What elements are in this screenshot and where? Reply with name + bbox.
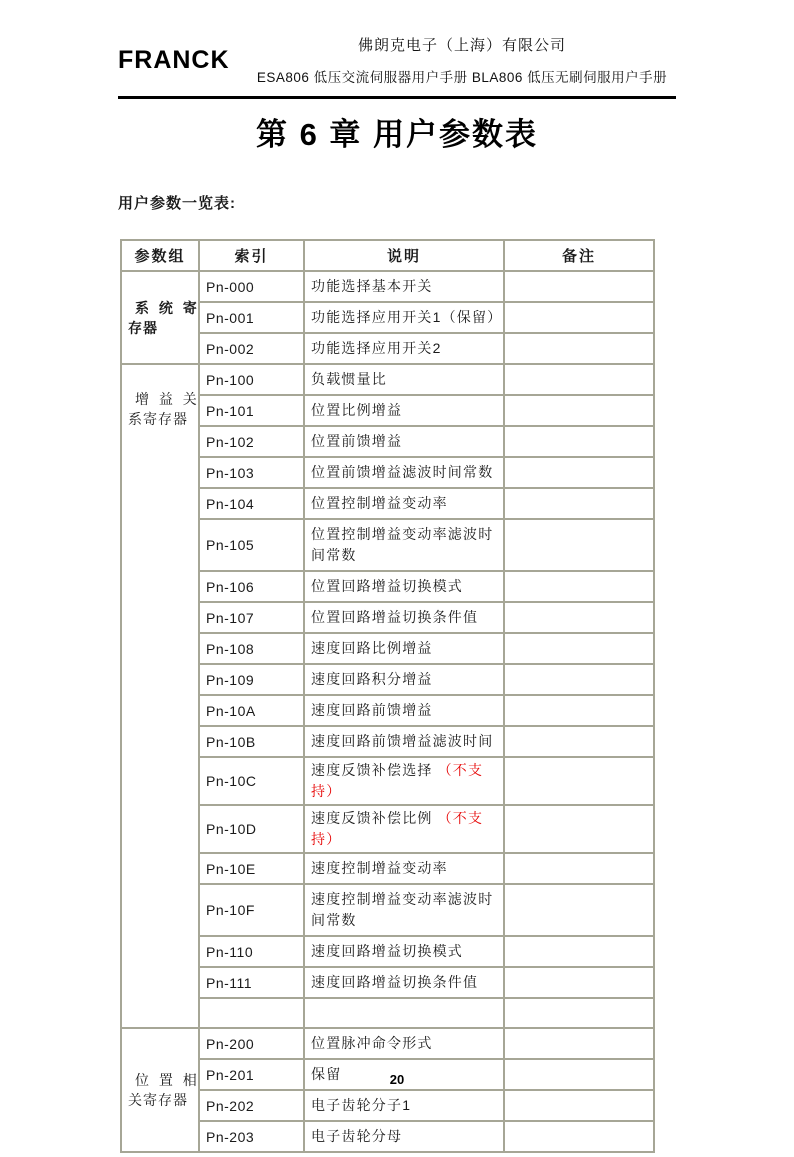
parameter-group-label-line: 存器 xyxy=(128,319,158,336)
remark-cell xyxy=(504,664,654,695)
table-header-row xyxy=(121,240,654,271)
table-row xyxy=(121,364,654,395)
remark-cell xyxy=(504,757,654,805)
description-cell: 功能选择基本开关 xyxy=(304,271,504,302)
remark-cell xyxy=(504,1028,654,1059)
table-row xyxy=(121,633,654,664)
remark-cell xyxy=(504,302,654,333)
parameters-table xyxy=(120,239,655,1153)
table-row xyxy=(121,967,654,998)
chapter-title: 第 6 章 用户参数表 xyxy=(255,117,539,152)
description-cell: 功能选择应用开关2 xyxy=(304,333,504,364)
table-row xyxy=(121,302,654,333)
index-cell: Pn-10E xyxy=(199,853,304,884)
page-header xyxy=(118,34,676,86)
description-cell: 速度回路积分增益 xyxy=(304,664,504,695)
index-cell: Pn-10F xyxy=(199,884,304,936)
index-cell: Pn-104 xyxy=(199,488,304,519)
header-rule xyxy=(118,96,676,99)
table-body xyxy=(121,271,654,1152)
table-row xyxy=(121,426,654,457)
remark-cell xyxy=(504,602,654,633)
intro-label: 用户参数一览表: xyxy=(118,195,236,212)
table-row xyxy=(121,695,654,726)
index-cell: Pn-108 xyxy=(199,633,304,664)
index-cell: Pn-10A xyxy=(199,695,304,726)
description-cell: 速度控制增益变动率 xyxy=(304,853,504,884)
index-cell: Pn-103 xyxy=(199,457,304,488)
description-cell: 保留 xyxy=(304,1059,504,1090)
remark-cell xyxy=(504,571,654,602)
index-cell: Pn-10B xyxy=(199,726,304,757)
description-cell: 位置脉冲命令形式 xyxy=(304,1028,504,1059)
index-cell: Pn-111 xyxy=(199,967,304,998)
index-cell: Pn-201 xyxy=(199,1059,304,1090)
remark-cell xyxy=(504,457,654,488)
parameter-group-label-line: 位 置 相 xyxy=(135,1072,200,1088)
remark-cell xyxy=(504,519,654,571)
header-remark: 备注 xyxy=(504,240,654,271)
index-cell: Pn-105 xyxy=(199,519,304,571)
remark-cell xyxy=(504,1121,654,1152)
table-row xyxy=(121,664,654,695)
table-row xyxy=(121,602,654,633)
parameter-group-label-line: 关寄存器 xyxy=(128,1092,188,1108)
description-cell: 位置回路增益切换模式 xyxy=(304,571,504,602)
description-cell: 电子齿轮分子1 xyxy=(304,1090,504,1121)
index-cell: Pn-10C xyxy=(199,757,304,805)
index-cell xyxy=(199,998,304,1028)
table-row xyxy=(121,757,654,805)
parameter-group-label-line: 增 益 关 xyxy=(135,391,200,407)
table-row xyxy=(121,726,654,757)
remark-cell xyxy=(504,853,654,884)
index-cell: Pn-106 xyxy=(199,571,304,602)
index-cell: Pn-107 xyxy=(199,602,304,633)
parameter-group-label-line: 系 统 寄 xyxy=(135,299,200,316)
header-parameter-group: 参数组 xyxy=(121,240,199,271)
header-titles xyxy=(248,34,676,86)
header-index: 索引 xyxy=(199,240,304,271)
table-row xyxy=(121,271,654,302)
index-cell: Pn-110 xyxy=(199,936,304,967)
header-description: 说明 xyxy=(304,240,504,271)
parameter-group-cell xyxy=(121,1028,199,1152)
table-head xyxy=(121,240,654,271)
description-cell: 速度回路前馈增益 xyxy=(304,695,504,726)
manual-subtitle: ESA806 低压交流伺服器用户手册 BLA806 低压无刷伺服用户手册 xyxy=(256,70,668,85)
description-cell: 速度回路增益切换条件值 xyxy=(304,967,504,998)
index-cell: Pn-000 xyxy=(199,271,304,302)
table-row xyxy=(121,571,654,602)
franck-logo: FRANCK xyxy=(118,45,230,74)
description-cell: 位置比例增益 xyxy=(304,395,504,426)
description-cell: 电子齿轮分母 xyxy=(304,1121,504,1152)
description-cell: 速度反馈补偿比例 （不支持） xyxy=(304,805,504,853)
index-cell: Pn-102 xyxy=(199,426,304,457)
page-number: 20 xyxy=(389,1072,405,1087)
parameter-group-label-line: 系寄存器 xyxy=(128,411,188,427)
page-content xyxy=(0,34,794,1153)
description-cell: 位置前馈增益滤波时间常数 xyxy=(304,457,504,488)
remark-cell xyxy=(504,633,654,664)
remark-cell xyxy=(504,426,654,457)
table-row xyxy=(121,1121,654,1152)
table-row xyxy=(121,457,654,488)
description-cell: 位置回路增益切换条件值 xyxy=(304,602,504,633)
index-cell: Pn-101 xyxy=(199,395,304,426)
remark-cell xyxy=(504,1090,654,1121)
table-row xyxy=(121,998,654,1028)
description-cell xyxy=(304,998,504,1028)
description-cell: 速度控制增益变动率滤波时间常数 xyxy=(304,884,504,936)
parameter-group-cell xyxy=(121,271,199,364)
description-cell: 速度反馈补偿选择 （不支持） xyxy=(304,757,504,805)
table-row xyxy=(121,488,654,519)
unsupported-note: （不支持） xyxy=(311,810,484,847)
index-cell: Pn-202 xyxy=(199,1090,304,1121)
index-cell: Pn-109 xyxy=(199,664,304,695)
remark-cell xyxy=(504,395,654,426)
table-row xyxy=(121,805,654,853)
remark-cell xyxy=(504,271,654,302)
table-row xyxy=(121,936,654,967)
description-cell: 速度回路比例增益 xyxy=(304,633,504,664)
description-cell: 速度回路前馈增益滤波时间 xyxy=(304,726,504,757)
description-cell: 位置控制增益变动率 xyxy=(304,488,504,519)
remark-cell xyxy=(504,967,654,998)
table-row xyxy=(121,1028,654,1059)
index-cell: Pn-203 xyxy=(199,1121,304,1152)
remark-cell xyxy=(504,805,654,853)
parameter-group-cell xyxy=(121,364,199,1028)
manual-page xyxy=(0,34,794,1157)
remark-cell xyxy=(504,936,654,967)
description-cell: 速度回路增益切换模式 xyxy=(304,936,504,967)
remark-cell xyxy=(504,998,654,1028)
remark-cell xyxy=(504,726,654,757)
remark-cell xyxy=(504,333,654,364)
table-row xyxy=(121,1090,654,1121)
table-row xyxy=(121,519,654,571)
index-cell: Pn-001 xyxy=(199,302,304,333)
index-cell: Pn-100 xyxy=(199,364,304,395)
remark-cell xyxy=(504,364,654,395)
remark-cell xyxy=(504,488,654,519)
table-row xyxy=(121,333,654,364)
unsupported-note: （不支持） xyxy=(311,762,484,799)
table-row xyxy=(121,853,654,884)
company-name: 佛朗克电子（上海）有限公司 xyxy=(357,37,566,54)
index-cell: Pn-002 xyxy=(199,333,304,364)
description-cell: 位置前馈增益 xyxy=(304,426,504,457)
remark-cell xyxy=(504,884,654,936)
index-cell: Pn-10D xyxy=(199,805,304,853)
remark-cell xyxy=(504,695,654,726)
description-cell: 功能选择应用开关1（保留） xyxy=(304,302,504,333)
index-cell: Pn-200 xyxy=(199,1028,304,1059)
table-row xyxy=(121,884,654,936)
description-cell: 负载惯量比 xyxy=(304,364,504,395)
description-cell: 位置控制增益变动率滤波时间常数 xyxy=(304,519,504,571)
table-row xyxy=(121,395,654,426)
